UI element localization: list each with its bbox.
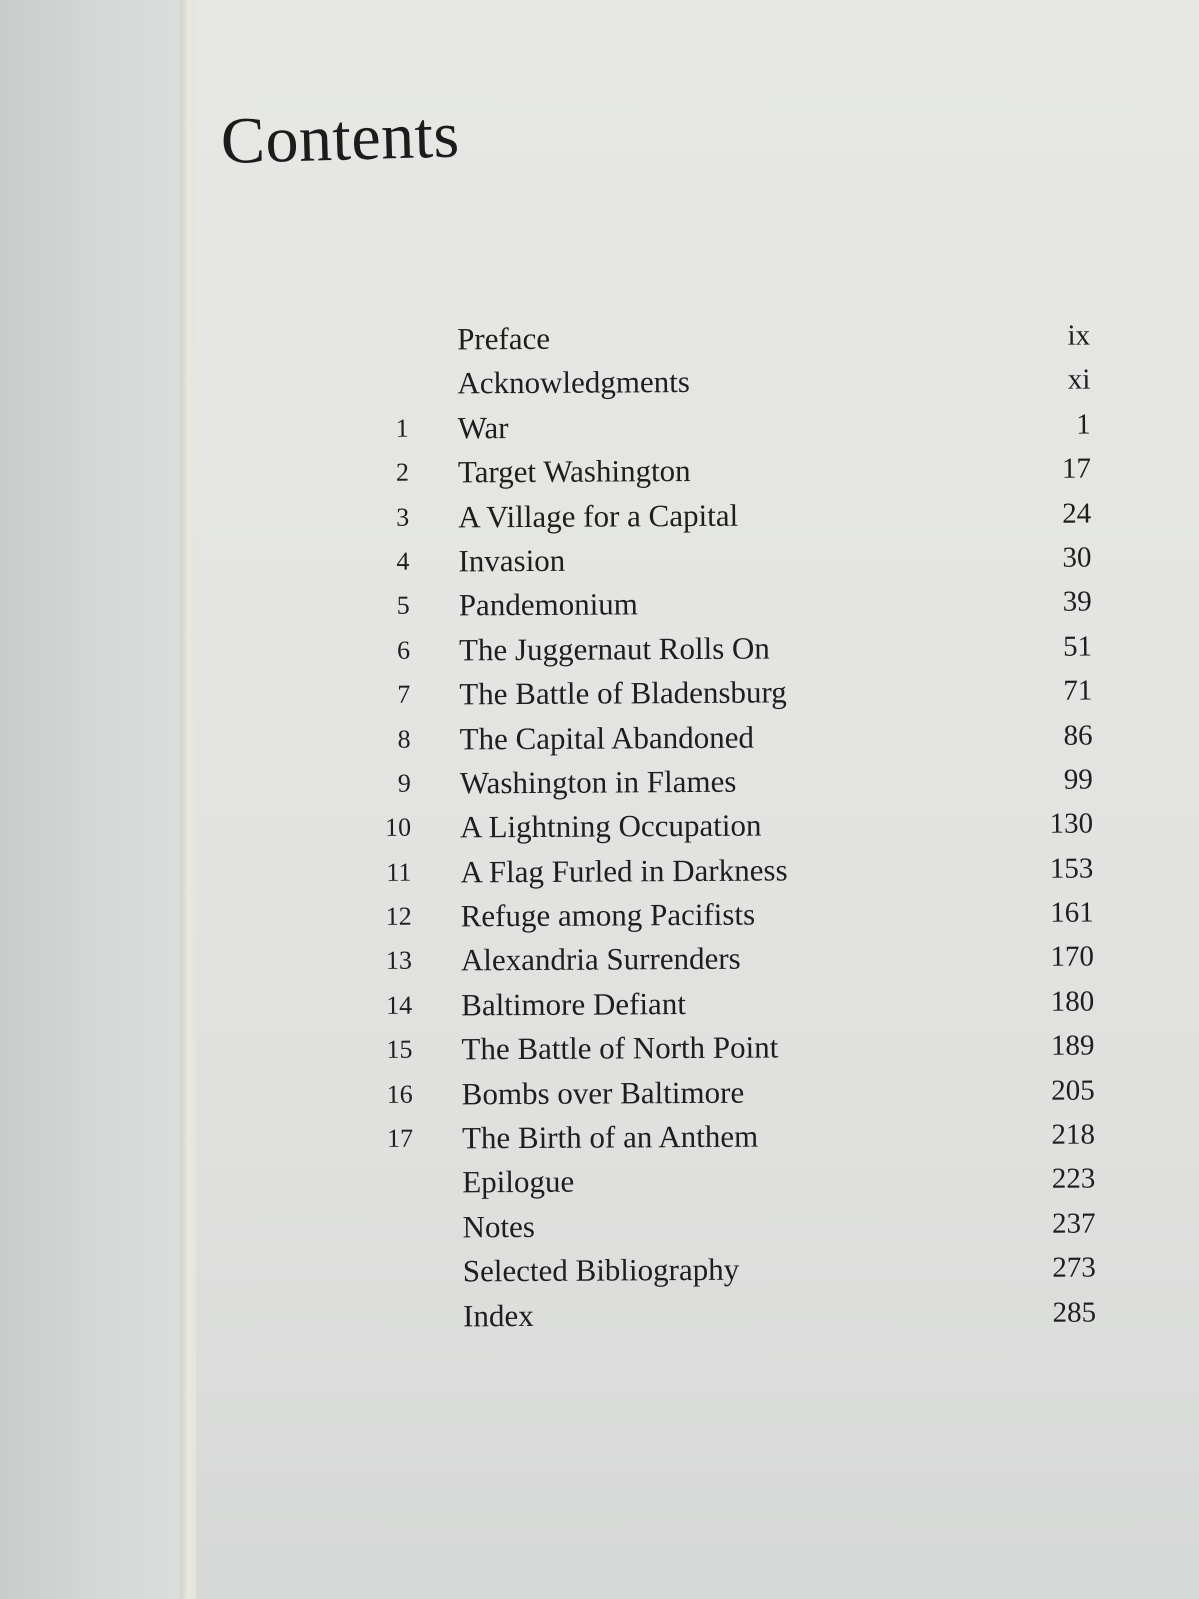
page-number: 39 (1062, 585, 1092, 619)
page-number: 205 (1051, 1074, 1095, 1107)
toc-entry (365, 1157, 1105, 1206)
chapter-number: 16 (386, 1079, 413, 1109)
chapter-number: 7 (397, 679, 411, 709)
chapter-number: 13 (385, 946, 413, 976)
toc-entry (360, 358, 1100, 407)
chapter-title: Bombs over Baltimore (461, 1074, 745, 1112)
toc-entry (363, 846, 1103, 895)
chapter-title: Invasion (458, 542, 566, 579)
page-number: ix (1067, 319, 1091, 352)
toc-entry (363, 802, 1103, 851)
chapter-title: Notes (462, 1208, 535, 1245)
chapter-title: A Flag Furled in Darkness (460, 852, 788, 890)
page-number: 223 (1051, 1162, 1096, 1196)
chapter-title: Baltimore Defiant (461, 985, 686, 1023)
chapter-title: Pandemonium (458, 586, 638, 623)
page-number: 24 (1062, 497, 1092, 530)
chapter-title: Refuge among Pacifists (460, 896, 756, 934)
chapter-number: 17 (386, 1123, 414, 1153)
chapter-title: The Birth of an Anthem (461, 1118, 759, 1156)
chapter-number: 9 (397, 768, 411, 798)
page-number: 71 (1063, 674, 1093, 707)
chapter-number: 4 (396, 546, 410, 576)
chapter-title: Selected Bibliography (462, 1251, 740, 1289)
page-number: 170 (1050, 940, 1095, 974)
chapter-title: Washington in Flames (459, 763, 737, 801)
toc-entry (360, 313, 1100, 362)
chapter-number: 1 (395, 413, 409, 443)
page-number: 273 (1052, 1251, 1096, 1284)
toc-entry (366, 1290, 1106, 1339)
chapter-title: Index (462, 1297, 534, 1333)
toc-entry (364, 1024, 1104, 1073)
toc-entry (365, 1201, 1105, 1250)
toc-entry (362, 580, 1102, 629)
toc-entry (365, 1112, 1105, 1161)
chapter-number: 10 (385, 812, 412, 843)
toc-entry (361, 447, 1101, 496)
chapter-title: The Battle of Bladensburg (459, 674, 787, 712)
chapter-title: Target Washington (457, 453, 691, 490)
toc-entry (364, 935, 1104, 984)
toc-entry (366, 1246, 1106, 1295)
chapter-title: The Battle of North Point (461, 1029, 779, 1067)
page-number: 51 (1062, 630, 1093, 663)
page-number: 17 (1061, 452, 1092, 485)
chapter-number: 5 (396, 591, 410, 621)
toc-entry (361, 402, 1101, 451)
toc-entry (364, 891, 1104, 940)
table-of-contents (360, 313, 1106, 1338)
chapter-title: The Capital Abandoned (459, 719, 755, 756)
chapter-number: 3 (396, 502, 410, 532)
page-number: 180 (1050, 985, 1095, 1018)
chapter-number: 15 (386, 1034, 413, 1065)
toc-entry (362, 624, 1102, 673)
chapter-title: Preface (457, 320, 551, 357)
page-number: 153 (1049, 852, 1094, 885)
page-title: Contents (219, 98, 461, 179)
chapter-number: 8 (397, 724, 411, 754)
chapter-title: A Village for a Capital (458, 497, 739, 534)
chapter-title: Epilogue (462, 1164, 575, 1200)
chapter-title: The Juggernaut Rolls On (458, 630, 770, 668)
chapter-title: Acknowledgments (457, 364, 690, 401)
page-number: 237 (1051, 1207, 1096, 1240)
toc-entry (365, 1068, 1105, 1117)
page-number: 161 (1050, 896, 1094, 929)
chapter-number: 14 (386, 990, 413, 1020)
page-number: 285 (1052, 1296, 1097, 1329)
toc-entry (363, 757, 1103, 806)
chapter-title: Alexandria Surrenders (460, 941, 741, 978)
book-gutter (180, 0, 196, 1599)
page-number: 218 (1051, 1118, 1096, 1151)
chapter-title: War (457, 409, 509, 446)
facing-page-edge (0, 0, 188, 1599)
page-number: 189 (1050, 1029, 1095, 1063)
chapter-number: 6 (396, 635, 411, 665)
page-number: 30 (1062, 541, 1092, 574)
page-number: 86 (1063, 719, 1093, 752)
chapter-number: 12 (385, 901, 412, 931)
chapter-number: 11 (386, 857, 412, 887)
chapter-title: A Lightning Occupation (460, 807, 762, 845)
page-number: 130 (1049, 807, 1094, 841)
toc-entry (362, 713, 1102, 762)
page-number: 1 (1076, 408, 1091, 441)
toc-entry (362, 669, 1102, 718)
page-number: 99 (1063, 763, 1093, 796)
toc-entry (361, 491, 1101, 540)
toc-entry (364, 979, 1104, 1028)
toc-entry (361, 535, 1101, 584)
page-number: xi (1067, 363, 1091, 397)
chapter-number: 2 (395, 457, 410, 487)
